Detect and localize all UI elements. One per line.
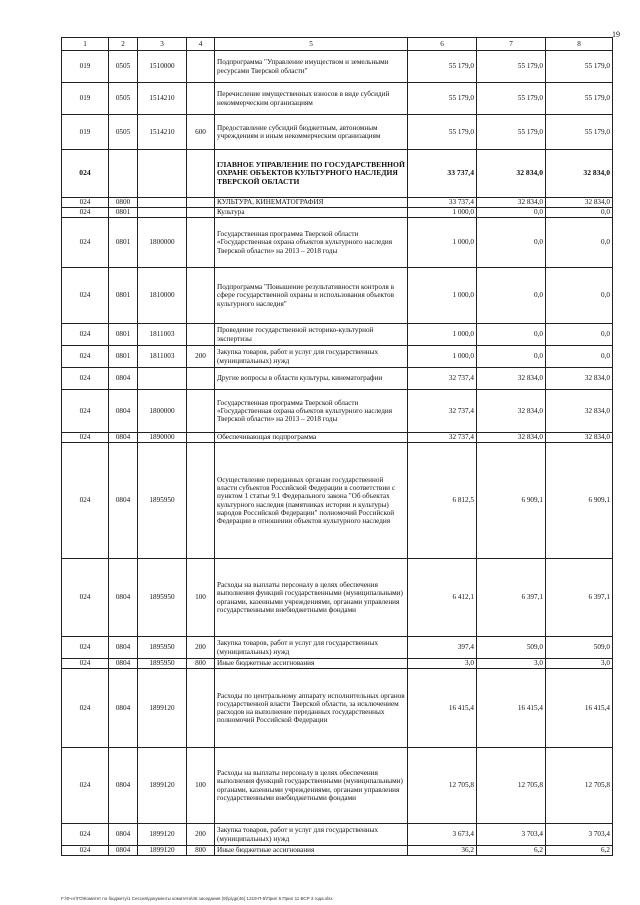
- amount-year3-cell: 0,0: [546, 324, 613, 346]
- chapter-code-cell: 024: [62, 390, 109, 433]
- expense-type-cell: 600: [187, 115, 215, 150]
- amount-year1-cell: 12 705,8: [408, 748, 477, 824]
- table-row: [62, 324, 613, 346]
- chapter-code-cell: 024: [62, 198, 109, 208]
- section-code-cell: 0804: [109, 368, 138, 390]
- table-row: [62, 198, 613, 208]
- table-row: [62, 150, 613, 198]
- amount-year3-cell: 0,0: [546, 268, 613, 324]
- target-article-cell: 1810000: [138, 268, 187, 324]
- chapter-code-cell: 024: [62, 846, 109, 856]
- amount-year2-cell: 32 834,0: [477, 368, 546, 390]
- section-code-cell: 0505: [109, 115, 138, 150]
- chapter-code-cell: 024: [62, 824, 109, 846]
- amount-year3-cell: 32 834,0: [546, 368, 613, 390]
- target-article-cell: 1890000: [138, 433, 187, 443]
- item-name-cell: ГЛАВНОЕ УПРАВЛЕНИЕ ПО ГОСУДАРСТВЕННОЙ ОХРАНЕ ОБЪЕКТОВ КУЛЬТУРНОГО НАСЛЕДИЯ ТВЕРСКОЙ ОБЛАСТИ: [215, 150, 408, 198]
- amount-year1-cell: 33 737,4: [408, 198, 477, 208]
- chapter-code-cell: 019: [62, 51, 109, 83]
- item-name-cell: КУЛЬТУРА, КИНЕМАТОГРАФИЯ: [215, 198, 408, 208]
- col-header-1: 1: [62, 38, 109, 51]
- table-row: [62, 846, 613, 856]
- target-article-cell: [138, 368, 187, 390]
- amount-year1-cell: 55 179,0: [408, 115, 477, 150]
- section-code-cell: 0801: [109, 324, 138, 346]
- chapter-code-cell: 024: [62, 637, 109, 659]
- target-article-cell: 1899120: [138, 846, 187, 856]
- item-name-cell: Другие вопросы в области культуры, кинематографии: [215, 368, 408, 390]
- amount-year3-cell: 55 179,0: [546, 83, 613, 115]
- amount-year2-cell: 32 834,0: [477, 433, 546, 443]
- amount-year3-cell: 509,0: [546, 637, 613, 659]
- target-article-cell: [138, 208, 187, 218]
- section-code-cell: 0804: [109, 390, 138, 433]
- table-row: [62, 433, 613, 443]
- page-number: 19: [612, 30, 620, 39]
- section-code-cell: 0804: [109, 443, 138, 559]
- section-code-cell: 0801: [109, 268, 138, 324]
- section-code-cell: 0800: [109, 198, 138, 208]
- col-header-4: 4: [187, 38, 215, 51]
- item-name-cell: Перечисление имущественных взносов в виде субсидий некоммерческим организациям: [215, 83, 408, 115]
- item-name-cell: Расходы на выплаты персоналу в целях обеспечения выполнения функций государственными (муниципальными) органами, казенными учреждениями, органами управления государственными внебюджетными фондами: [215, 559, 408, 637]
- amount-year3-cell: 6 909,1: [546, 443, 613, 559]
- target-article-cell: [138, 198, 187, 208]
- amount-year2-cell: 55 179,0: [477, 51, 546, 83]
- item-name-cell: Обеспечивающая подпрограмма: [215, 433, 408, 443]
- section-code-cell: 0801: [109, 218, 138, 268]
- item-name-cell: Предоставление субсидий бюджетным, автономным учреждениям и иным некоммерческим организациям: [215, 115, 408, 150]
- budget-table: [61, 37, 613, 856]
- expense-type-cell: [187, 324, 215, 346]
- amount-year2-cell: 55 179,0: [477, 115, 546, 150]
- col-header-7: 7: [477, 38, 546, 51]
- amount-year2-cell: 32 834,0: [477, 198, 546, 208]
- chapter-code-cell: 024: [62, 659, 109, 669]
- target-article-cell: 1895950: [138, 659, 187, 669]
- item-name-cell: Подпрограмма "Управление имуществом и земельными ресурсами Тверской области": [215, 51, 408, 83]
- col-header-5: 5: [215, 38, 408, 51]
- target-article-cell: 1899120: [138, 669, 187, 748]
- target-article-cell: 1895950: [138, 559, 187, 637]
- target-article-cell: 1895950: [138, 637, 187, 659]
- chapter-code-cell: 024: [62, 208, 109, 218]
- amount-year2-cell: 6 909,1: [477, 443, 546, 559]
- table-row: [62, 268, 613, 324]
- amount-year2-cell: 0,0: [477, 208, 546, 218]
- item-name-cell: Государственная программа Тверской области «Государственная охрана объектов культурного наследия Тверской области» на 2013 – 2018 годы: [215, 218, 408, 268]
- expense-type-cell: 200: [187, 346, 215, 368]
- expense-type-cell: 800: [187, 659, 215, 669]
- amount-year3-cell: 55 179,0: [546, 51, 613, 83]
- amount-year1-cell: 32 737,4: [408, 390, 477, 433]
- amount-year2-cell: 0,0: [477, 346, 546, 368]
- amount-year1-cell: 32 737,4: [408, 433, 477, 443]
- section-code-cell: 0505: [109, 83, 138, 115]
- expense-type-cell: [187, 368, 215, 390]
- item-name-cell: Закупка товаров, работ и услуг для государственных (муниципальных) нужд: [215, 637, 408, 659]
- expense-type-cell: 800: [187, 846, 215, 856]
- amount-year1-cell: 1 000,0: [408, 346, 477, 368]
- target-article-cell: 1514210: [138, 83, 187, 115]
- amount-year2-cell: 509,0: [477, 637, 546, 659]
- section-code-cell: 0801: [109, 346, 138, 368]
- amount-year3-cell: 3 703,4: [546, 824, 613, 846]
- amount-year3-cell: 32 834,0: [546, 150, 613, 198]
- expense-type-cell: 100: [187, 748, 215, 824]
- table-row: [62, 51, 613, 83]
- item-name-cell: Расходы по центральному аппарату исполнительных органов государственной власти Тверской области, за исключением расходов на выполнение переданных государственных полномочий Российской Федерации: [215, 669, 408, 748]
- expense-type-cell: [187, 198, 215, 208]
- target-article-cell: 1800000: [138, 218, 187, 268]
- amount-year2-cell: 0,0: [477, 218, 546, 268]
- item-name-cell: Осуществление переданных органам государственной власти субъектов Российской Федерации в соответствии с пунктом 1 статьи 9.1 Федерального закона "Об объектах культурного наследия (памятниках истории и культуры) народов Российской Федерации" полномочий Российской Федерации в отношении объектов культурного наследия: [215, 443, 408, 559]
- amount-year2-cell: 6,2: [477, 846, 546, 856]
- amount-year3-cell: 32 834,0: [546, 433, 613, 443]
- amount-year1-cell: 1 000,0: [408, 324, 477, 346]
- target-article-cell: 1800000: [138, 390, 187, 433]
- section-code-cell: 0804: [109, 846, 138, 856]
- amount-year2-cell: 16 415,4: [477, 669, 546, 748]
- amount-year1-cell: 55 179,0: [408, 51, 477, 83]
- table-row: [62, 208, 613, 218]
- amount-year2-cell: 3 703,4: [477, 824, 546, 846]
- amount-year3-cell: 6 397,1: [546, 559, 613, 637]
- expense-type-cell: [187, 208, 215, 218]
- item-name-cell: Иные бюджетные ассигнования: [215, 659, 408, 669]
- col-header-3: 3: [138, 38, 187, 51]
- amount-year2-cell: 32 834,0: [477, 150, 546, 198]
- item-name-cell: Закупка товаров, работ и услуг для государственных (муниципальных) нужд: [215, 824, 408, 846]
- section-code-cell: 0804: [109, 748, 138, 824]
- target-article-cell: 1811003: [138, 346, 187, 368]
- amount-year2-cell: 55 179,0: [477, 83, 546, 115]
- expense-type-cell: [187, 390, 215, 433]
- table-row: [62, 659, 613, 669]
- amount-year1-cell: 1 000,0: [408, 218, 477, 268]
- amount-year1-cell: 16 415,4: [408, 669, 477, 748]
- chapter-code-cell: 024: [62, 443, 109, 559]
- amount-year3-cell: 0,0: [546, 208, 613, 218]
- column-number-row: [62, 38, 613, 51]
- amount-year3-cell: 32 834,0: [546, 390, 613, 433]
- table-row: [62, 368, 613, 390]
- chapter-code-cell: 024: [62, 268, 109, 324]
- amount-year2-cell: 6 397,1: [477, 559, 546, 637]
- chapter-code-cell: 024: [62, 433, 109, 443]
- section-code-cell: 0804: [109, 824, 138, 846]
- table-row: [62, 443, 613, 559]
- table-body: [62, 51, 613, 856]
- target-article-cell: 1899120: [138, 748, 187, 824]
- amount-year1-cell: 55 179,0: [408, 83, 477, 115]
- amount-year1-cell: 3,0: [408, 659, 477, 669]
- expense-type-cell: [187, 669, 215, 748]
- expense-type-cell: 200: [187, 637, 215, 659]
- table-row: [62, 748, 613, 824]
- target-article-cell: 1811003: [138, 324, 187, 346]
- section-code-cell: 0804: [109, 659, 138, 669]
- item-name-cell: Иные бюджетные ассигнования: [215, 846, 408, 856]
- table-row: [62, 637, 613, 659]
- chapter-code-cell: 024: [62, 559, 109, 637]
- table-row: [62, 83, 613, 115]
- amount-year1-cell: 32 737,4: [408, 368, 477, 390]
- table-row: [62, 218, 613, 268]
- section-code-cell: 0801: [109, 208, 138, 218]
- amount-year1-cell: 6 412,1: [408, 559, 477, 637]
- col-header-2: 2: [109, 38, 138, 51]
- amount-year3-cell: 0,0: [546, 346, 613, 368]
- item-name-cell: Расходы на выплаты персоналу в целях обеспечения выполнения функций государственными (муниципальными) органами, казенными учреждениями, органами управления государственными внебюджетными фондами: [215, 748, 408, 824]
- amount-year3-cell: 16 415,4: [546, 669, 613, 748]
- expense-type-cell: [187, 83, 215, 115]
- expense-type-cell: [187, 268, 215, 324]
- item-name-cell: Культура: [215, 208, 408, 218]
- chapter-code-cell: 024: [62, 669, 109, 748]
- amount-year3-cell: 55 179,0: [546, 115, 613, 150]
- chapter-code-cell: 019: [62, 115, 109, 150]
- amount-year3-cell: 6,2: [546, 846, 613, 856]
- section-code-cell: 0505: [109, 51, 138, 83]
- amount-year3-cell: 0,0: [546, 218, 613, 268]
- section-code-cell: [109, 150, 138, 198]
- amount-year2-cell: 32 834,0: [477, 390, 546, 433]
- chapter-code-cell: 024: [62, 346, 109, 368]
- amount-year1-cell: 36,2: [408, 846, 477, 856]
- amount-year3-cell: 32 834,0: [546, 198, 613, 208]
- table-row: [62, 390, 613, 433]
- target-article-cell: 1899120: [138, 824, 187, 846]
- col-header-6: 6: [408, 38, 477, 51]
- table-row: [62, 115, 613, 150]
- item-name-cell: Подпрограмма "Повышение результативности контроля в сфере государственной охраны и использования объектов культурного наследия": [215, 268, 408, 324]
- expense-type-cell: [187, 218, 215, 268]
- chapter-code-cell: 024: [62, 368, 109, 390]
- section-code-cell: 0804: [109, 637, 138, 659]
- section-code-cell: 0804: [109, 669, 138, 748]
- amount-year1-cell: 1 000,0: [408, 208, 477, 218]
- amount-year1-cell: 397,4: [408, 637, 477, 659]
- target-article-cell: 1510000: [138, 51, 187, 83]
- chapter-code-cell: 024: [62, 150, 109, 198]
- item-name-cell: Государственная программа Тверской области «Государственная охрана объектов культурного наследия Тверской области» на 2013 – 2018 годы: [215, 390, 408, 433]
- chapter-code-cell: 019: [62, 83, 109, 115]
- expense-type-cell: [187, 150, 215, 198]
- expense-type-cell: 200: [187, 824, 215, 846]
- amount-year1-cell: 33 737,4: [408, 150, 477, 198]
- file-path-footer: F:\Ф-нт\ГО\Комитет по бюджету\1 Сессия\документы комитета\46 заседания (9)\р\др(46) 1219-П-5\Прил 5 Прил 11 ВСР 3 года.xlsx: [61, 896, 333, 901]
- expense-type-cell: [187, 51, 215, 83]
- section-code-cell: 0804: [109, 559, 138, 637]
- amount-year1-cell: 6 812,5: [408, 443, 477, 559]
- chapter-code-cell: 024: [62, 218, 109, 268]
- amount-year2-cell: 0,0: [477, 268, 546, 324]
- amount-year1-cell: 1 000,0: [408, 268, 477, 324]
- chapter-code-cell: 024: [62, 324, 109, 346]
- target-article-cell: 1514210: [138, 115, 187, 150]
- amount-year2-cell: 0,0: [477, 324, 546, 346]
- budget-sheet: [61, 37, 612, 856]
- expense-type-cell: [187, 433, 215, 443]
- col-header-8: 8: [546, 38, 613, 51]
- item-name-cell: Проведение государственной историко-культурной экспертизы: [215, 324, 408, 346]
- expense-type-cell: 100: [187, 559, 215, 637]
- target-article-cell: 1895950: [138, 443, 187, 559]
- target-article-cell: [138, 150, 187, 198]
- amount-year2-cell: 12 705,8: [477, 748, 546, 824]
- amount-year3-cell: 12 705,8: [546, 748, 613, 824]
- table-row: [62, 346, 613, 368]
- amount-year1-cell: 3 673,4: [408, 824, 477, 846]
- item-name-cell: Закупка товаров, работ и услуг для государственных (муниципальных) нужд: [215, 346, 408, 368]
- section-code-cell: 0804: [109, 433, 138, 443]
- table-row: [62, 824, 613, 846]
- amount-year3-cell: 3,0: [546, 659, 613, 669]
- table-row: [62, 559, 613, 637]
- amount-year2-cell: 3,0: [477, 659, 546, 669]
- chapter-code-cell: 024: [62, 748, 109, 824]
- table-row: [62, 669, 613, 748]
- expense-type-cell: [187, 443, 215, 559]
